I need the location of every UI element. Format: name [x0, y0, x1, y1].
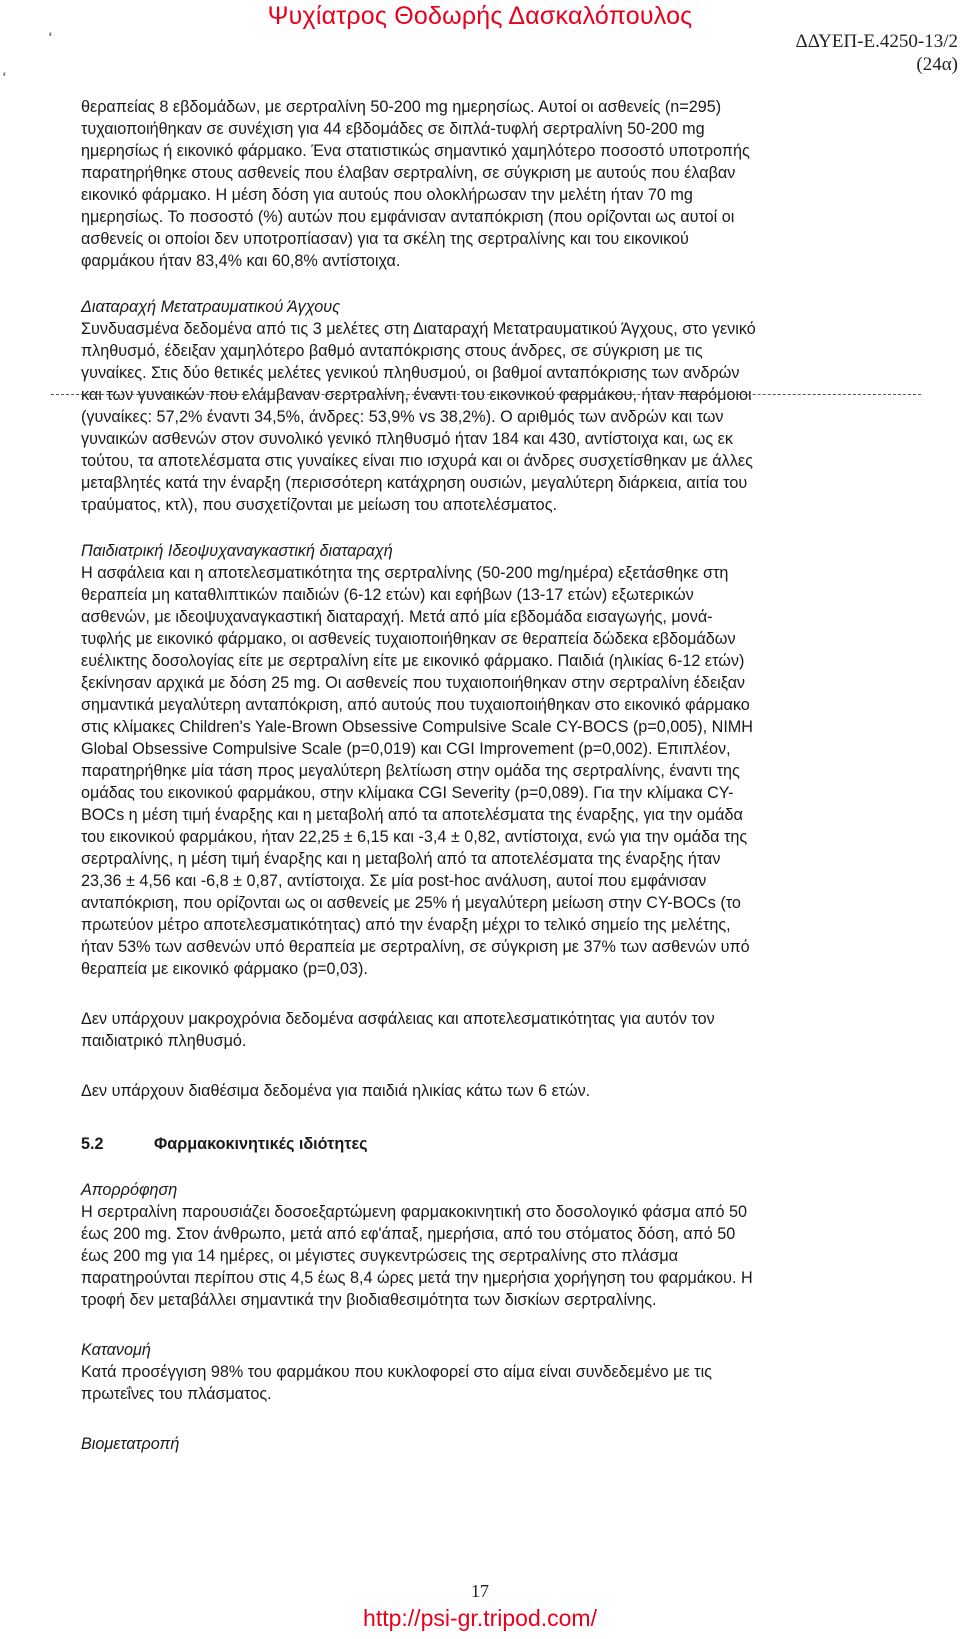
text-line: σημαντικά μεγαλύτερη ανταπόκριση, από αυτούς που τυχαιοποιήθηκαν στο εικονικό φάρμακο	[81, 696, 750, 714]
under6-paragraph: Δεν υπάρχουν διαθέσιμα δεδομένα για παιδιά ηλικίας κάτω των 6 ετών.	[81, 1082, 591, 1100]
text-line: ημερησίως ή εικονικό φάρμακο. Ένα στατιστικώς σημαντικό χαμηλότερο ποσοστό υποτροπής	[81, 142, 750, 160]
document-code	[795, 30, 958, 76]
scan-mark-dot: ‘	[2, 70, 7, 85]
text-line: σερτραλίνης, η μέση τιμή έναρξης και η μεταβολή από τα αποτελέσματα της έναρξης ήταν	[81, 850, 721, 868]
section-number: 5.2	[81, 1135, 104, 1153]
text-line: Συνδυασμένα δεδομένα από τις 3 μελέτες στη Διαταραχή Μετατραυματικού Άγχους, στο γενικό	[81, 320, 756, 338]
ptsd-heading: Διαταραχή Μετατραυματικού Άγχους	[81, 298, 341, 316]
ocd-heading: Παιδιατρική Ιδεοψυχαναγκαστική διαταραχή	[81, 542, 393, 560]
text-line: (γυναίκες: 57,2% έναντι 34,5%, άνδρες: 53,9% vs 38,2%). Ο αριθμός των ανδρών και των	[81, 408, 724, 426]
text-line: ασθενείς οι οποίοι δεν υποτροπίασαν) για τα σκέλη της σερτραλίνης και του εικονικού	[81, 230, 689, 248]
text-line: και των γυναικών που ελάμβαναν σερτραλίνη, έναντι του εικονικού φαρμάκου, ήταν παρόμοιοι	[81, 386, 752, 404]
text-line: παρατηρήθηκε μία τάση προς μεγαλύτερη βελτίωση στην ομάδα της σερτραλίνης, έναντι της	[81, 762, 740, 780]
footer-url-link[interactable]: http://psi-gr.tripod.com/	[363, 1605, 597, 1631]
text-line: παρατηρούνται περίπου στις 4,5 έως 8,4 ώρες μετά την ημερήσια χορήγηση του φαρμάκου. Η	[81, 1269, 753, 1287]
page-number: 17	[471, 1581, 489, 1601]
text-line: τυχαιοποιήθηκαν σε συνέχιση για 44 εβδομάδες σε διπλά-τυφλή σερτραλίνη 50-200 mg	[81, 120, 705, 138]
text-line: Κατά προσέγγιση 98% του φαρμάκου που κυκλοφορεί στο αίμα είναι συνδεδεμένο με τις	[81, 1363, 712, 1381]
text-line: τραύματος, κτλ), που συσχετίζονται με μείωση του αποτελέσματος.	[81, 496, 557, 514]
text-line: ασθενών, με ιδεοψυχαναγκαστική διαταραχή. Μετά από μία εβδομάδα εισαγωγής, μονά-	[81, 608, 713, 626]
text-line: Η σερτραλίνη παρουσιάζει δοσοεξαρτώμενη φαρμακοκινητική στο δοσολογικό φάσμα από 50	[81, 1203, 748, 1221]
text-line: πληθυσμό, έδειξαν χαμηλότερο βαθμό ανταπόκρισης στους άνδρες, σε σύγκριση με τις	[81, 342, 703, 360]
strike-through-line	[51, 394, 921, 396]
text-line: Δεν υπάρχουν μακροχρόνια δεδομένα ασφάλειας και αποτελεσματικότητας για αυτόν τον	[81, 1010, 715, 1028]
distribution-section	[81, 1339, 911, 1405]
text-line: ανταπόκριση, που ορίζονται ως οι ασθενείς με 25% ή μεγαλύτερη μείωση στην CY-BOCs (το	[81, 894, 741, 912]
text-line: Global Obsessive Compulsive Scale (p=0,019) και CGI Improvement (p=0,002). Επιπλέον,	[81, 740, 731, 758]
text-line: του εικονικού φαρμάκου, ήταν 22,25 ± 6,15 και -3,4 ± 0,82, αντίστοιχα, ενώ για την ομάδα της	[81, 828, 748, 846]
text-line: τροφή δεν μεταβάλλει σημαντικά την βιοδιαθεσιμότητα των δισκίων σερτραλίνης.	[81, 1291, 657, 1309]
document-code-sub: (24α)	[916, 54, 958, 75]
text-line: πρωτεύον μέτρο αποτελεσματικότητας) από την έναρξη μέχρι το τελικό σημείο της μελέτης,	[81, 916, 731, 934]
page-header-title: Ψυχίατρος Θοδωρής Δασκαλόπουλος	[267, 2, 693, 30]
text-line: παρατηρήθηκε στους ασθενείς που έλαβαν σερτραλίνη, σε σύγκριση με αυτούς που έλαβαν	[81, 164, 736, 182]
text-line: έως 200 mg. Στον άνθρωπο, μετά από εφ'άπαξ, ημερήσια, από του στόματος δόση, από 50	[81, 1225, 736, 1243]
text-line: Η ασφάλεια και η αποτελεσματικότητα της σερτραλίνης (50-200 mg/ημέρα) εξετάσθηκε στη	[81, 564, 729, 582]
text-line-struck	[81, 384, 911, 406]
document-body	[81, 96, 911, 1455]
pediatric-ocd-section	[81, 540, 911, 980]
section-title: Φαρμακοκινητικές ιδιότητες	[154, 1135, 368, 1153]
intro-paragraph	[81, 96, 911, 272]
text-line: πρωτεΐνες του πλάσματος.	[81, 1385, 272, 1403]
document-code-main: ΔΔΥΕΠ-Ε.4250-13/2	[795, 31, 958, 52]
text-line: τυφλής με εικονικό φάρμακο, οι ασθενείς τυχαιοποιήθηκαν σε θεραπεία δώδεκα εβδομάδων	[81, 630, 736, 648]
text-line: στις κλίμακες Children's Yale-Brown Obsessive Compulsive Scale CY-BOCS (p=0,005), NIMH	[81, 718, 753, 736]
text-line: παιδιατρικό πληθυσμό.	[81, 1032, 247, 1050]
distribution-heading: Κατανομή	[81, 1341, 151, 1359]
text-line: γυναίκες. Στις δύο θετικές μελέτες γενικού πληθυσμού, οι βαθμοί ανταπόκρισης των ανδρών	[81, 364, 740, 382]
text-line: BOCs η μέση τιμή έναρξης και η μεταβολή από τα αποτελέσματα της έναρξης, για την ομάδα	[81, 806, 743, 824]
text-line: 23,36 ± 4,56 και -6,8 ± 0,87, αντίστοιχα. Σε μία post-hoc ανάλυση, αυτοί που εμφάνισαν	[81, 872, 707, 890]
text-line: ήταν 53% των ασθενών υπό θεραπεία με σερτραλίνη, σε σύγκριση με 37% των ασθενών υπό	[81, 938, 750, 956]
absorption-section	[81, 1179, 911, 1311]
text-line: φαρμάκου ήταν 83,4% και 60,8% αντίστοιχα.	[81, 252, 401, 270]
text-line: ημερησίως. Το ποσοστό (%) αυτών που εμφάνισαν ανταπόκριση (που ορίζονται ως αυτοί οι	[81, 208, 735, 226]
text-line: εικονικό φάρμακο. Η μέση δόση για αυτούς που ολοκλήρωσαν την μελέτη ήταν 70 mg	[81, 186, 693, 204]
text-line: θεραπεία μη καταθλιπτικών παιδιών (6-12 ετών) και εφήβων (13-17 ετών) εξωτερικών	[81, 586, 694, 604]
text-line: ξεκίνησαν αρχικά με δόση 25 mg. Οι ασθενείς που τυχαιοποιήθηκαν στην σερτραλίνη έδειξαν	[81, 674, 746, 692]
text-line: ομάδας του εικονικού φαρμάκου, στην κλίμακα CGI Severity (p=0,089). Για την κλίμακα CY-	[81, 784, 734, 802]
biotransformation-heading: Βιομετατροπή	[81, 1435, 180, 1453]
text-line: τούτου, τα αποτελέσματα στις γυναίκες είναι πιο ισχυρά και οι άνδρες συσχετίσθηκαν με άλλες	[81, 452, 753, 470]
text-line: ευέλικτης δοσολογίας είτε με σερτραλίνη είτε με εικονικό φάρμακο. Παιδιά (ηλικίας 6-12 ετών)	[81, 652, 745, 670]
text-line: γυναικών ασθενών στον συνολικό γενικό πληθυσμό ήταν 184 και 430, αντίστοιχα και, ως εκ	[81, 430, 733, 448]
text-line: θεραπεία με εικονικό φάρμακο (p=0,03).	[81, 960, 368, 978]
text-line: μεταβλητές κατά την έναρξη (περισσότερη κατάχρηση ουσιών, μεγαλύτερη διάρκεια, αιτία του	[81, 474, 748, 492]
scan-mark-dot: ‘	[48, 30, 53, 45]
longterm-paragraph	[81, 1008, 911, 1052]
section-5-2-heading	[81, 1133, 911, 1155]
text-line: έως 200 mg για 14 ημέρες, οι μέγιστες συγκεντρώσεις της σερτραλίνης στο πλάσμα	[81, 1247, 679, 1265]
ptsd-section	[81, 296, 911, 516]
absorption-heading: Απορρόφηση	[81, 1181, 178, 1199]
text-line: θεραπείας 8 εβδομάδων, με σερτραλίνη 50-200 mg ημερησίως. Αυτοί οι ασθενείς (n=295)	[81, 98, 722, 116]
